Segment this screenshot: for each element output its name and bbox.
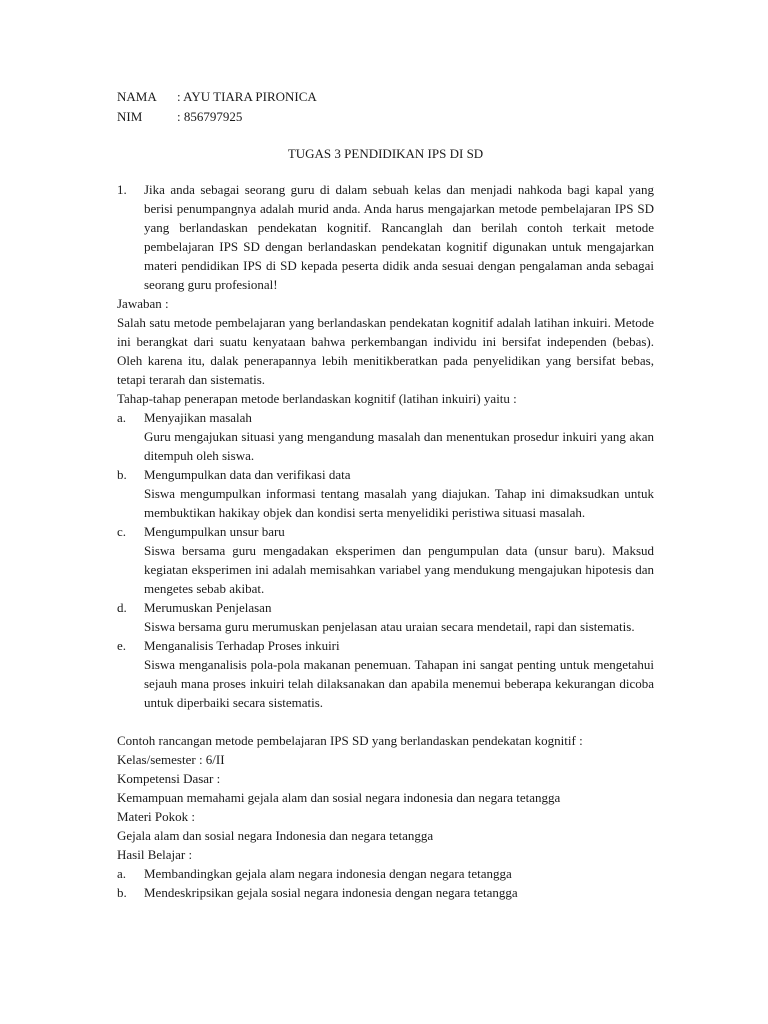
- list-marker: d.: [117, 600, 127, 615]
- name-value: : AYU TIARA PIRONICA: [177, 89, 317, 104]
- list-item-outcome-b: [117, 883, 654, 902]
- list-item-step-b: [117, 465, 654, 522]
- class-semester: Kelas/semester : 6/II: [117, 752, 225, 767]
- step-title: Menyajikan masalah: [144, 410, 252, 425]
- list-marker: a.: [117, 410, 127, 425]
- list-item-step-a: [117, 408, 654, 465]
- paragraph-gap: [117, 712, 654, 731]
- list-item-step-d: [117, 598, 654, 636]
- hb-label: Hasil Belajar :: [117, 847, 193, 862]
- step-description: Siswa mengumpulkan informasi tentang masalah yang diajukan. Tahap ini dimaksudkan untuk membuktikan hakikay objek dan kondisi serta menyelidiki peristiwa situasi masalah.: [144, 486, 654, 520]
- question-1: [117, 180, 654, 294]
- list-marker: e.: [117, 638, 127, 653]
- answer-label: Jawaban :: [117, 296, 169, 311]
- mp-label: Materi Pokok :: [117, 809, 195, 824]
- list-marker: b.: [117, 467, 127, 482]
- step-title: Menganalisis Terhadap Proses inkuiri: [144, 638, 340, 653]
- step-title: Mengumpulkan data dan verifikasi data: [144, 467, 351, 482]
- kd-text: Kemampuan memahami gejala alam dan sosial negara indonesia dan negara tetangga: [117, 790, 561, 805]
- outcome-text: Membandingkan gejala alam negara indonesia dengan negara tetangga: [144, 866, 512, 881]
- steps-intro: Tahap-tahap penerapan metode berlandaskan kognitif (latihan inkuiri) yaitu :: [117, 391, 517, 406]
- list-marker: a.: [117, 866, 127, 881]
- step-title: Mengumpulkan unsur baru: [144, 524, 285, 539]
- answer-paragraph: Salah satu metode pembelajaran yang berlandaskan pendekatan kognitif adalah latihan inkuiri. Metode ini berangkat dari suatu kenyataan bahwa perkembangan individu ini bersifat independen (bebas). Oleh karena itu, dalak penerapannya lebih menitikberatkan pada penyelidikan yang bersifat bebas, tetapi terarah dan sistematis.: [117, 315, 654, 387]
- nim-label: NIM: [117, 109, 143, 124]
- list-item-step-e: [117, 636, 654, 712]
- mp-text: Gejala alam dan sosial negara Indonesia dan negara tetangga: [117, 828, 434, 843]
- nim-row: [117, 107, 654, 127]
- example-intro: Contoh rancangan metode pembelajaran IPS SD yang berlandaskan pendekatan kognitif :: [117, 733, 583, 748]
- name-label: NAMA: [117, 89, 157, 104]
- step-description: Siswa bersama guru mengadakan eksperimen dan pengumpulan data (unsur baru). Maksud kegiatan eksperimen ini adalah memisahkan variabel yang mendukung mengajukan hipotesis dan mengetes sebab akibat.: [144, 543, 654, 596]
- step-description: Guru mengajukan situasi yang mengandung masalah dan menentukan prosedur inkuiri yang akan ditempuh oleh siswa.: [144, 429, 654, 463]
- document-page: [117, 87, 654, 902]
- nim-value: : 856797925: [177, 109, 243, 124]
- outcome-text: Mendeskripsikan gejala sosial negara indonesia dengan negara tetangga: [144, 885, 518, 900]
- step-description: Siswa bersama guru merumuskan penjelasan atau uraian secara mendetail, rapi dan sistematis.: [144, 619, 635, 634]
- question-text: Jika anda sebagai seorang guru di dalam sebuah kelas dan menjadi nahkoda bagi kapal yang berisi penumpangnya adalah murid anda. Anda harus mengajarkan metode pembelajaran IPS SD yang berlandaskan pendekatan kognitif. Rancanglah dan berilah contoh terkait metode pembelajaran IPS SD dengan berlandaskan pendekatan kognitif digunakan untuk mengajarkan materi pendidikan IPS di SD kepada peserta didik anda sesuai dengan pengalaman anda sebagai seorang guru profesional!: [144, 182, 654, 292]
- list-item-step-c: [117, 522, 654, 598]
- list-marker: c.: [117, 524, 127, 539]
- document-title: TUGAS 3 PENDIDIKAN IPS DI SD: [287, 146, 484, 161]
- name-row: [117, 87, 654, 107]
- step-title: Merumuskan Penjelasan: [144, 600, 272, 615]
- list-marker: b.: [117, 885, 127, 900]
- question-number: 1.: [117, 182, 127, 197]
- kd-label: Kompetensi Dasar :: [117, 771, 221, 786]
- step-description: Siswa menganalisis pola-pola makanan penemuan. Tahapan ini sangat penting untuk mengetahui sejauh mana proses inkuiri telah dilaksanakan dan apabila menemui beberapa kekurangan dicoba untuk diperbaiki secara sistematis.: [144, 657, 654, 710]
- list-item-outcome-a: [117, 864, 654, 883]
